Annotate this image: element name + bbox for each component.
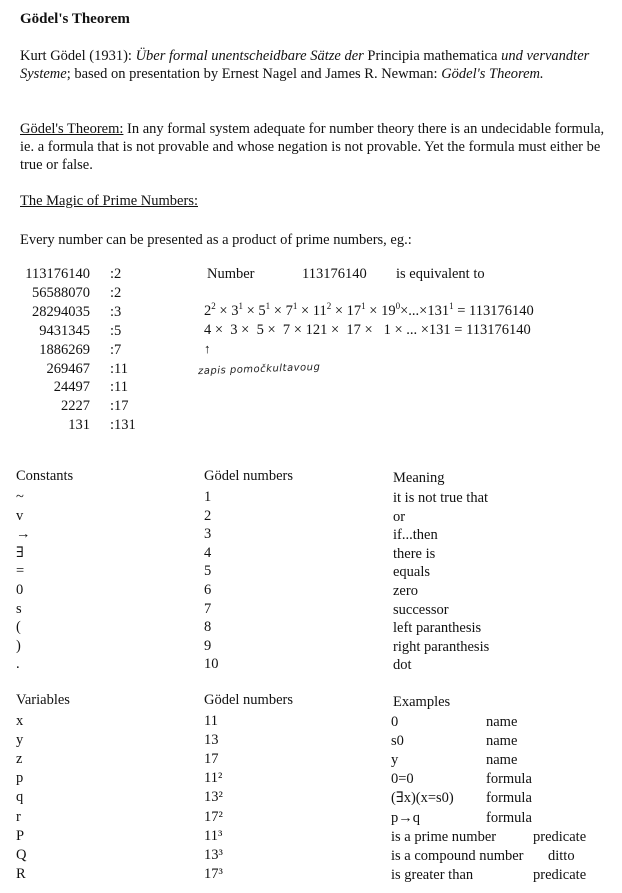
intro-author: Kurt Gödel (1931): [20, 48, 136, 64]
constant-goedel-number: 9 [204, 637, 212, 654]
variable-kind: name [486, 733, 518, 750]
variable-example: is a compound number [391, 847, 524, 864]
constant-meaning: there is [393, 545, 436, 562]
factor-number: 9431345 [39, 322, 90, 339]
power-exponent: 0 [395, 301, 401, 311]
constant-symbol: ∃ [16, 544, 24, 561]
variable-goedel-number: 17² [204, 808, 223, 825]
factor-number: 1886269 [39, 341, 90, 358]
constant-symbol: . [16, 656, 20, 673]
variable-kind: name [486, 714, 518, 730]
variable-symbol: Q [16, 846, 27, 863]
power-result: = 113176140 [453, 303, 534, 319]
variables-goedel-header: Gödel numbers [204, 692, 293, 708]
power-exponent: 1 [292, 301, 298, 311]
variable-example: is a prime number [391, 828, 497, 845]
equivalent-label: is equivalent to [396, 266, 485, 282]
variable-symbol: x [16, 713, 24, 729]
power-exponent: 2 [326, 301, 332, 311]
constant-meaning: right paranthesis [393, 638, 490, 655]
constant-goedel-number: 3 [204, 526, 212, 543]
variable-symbol: z [16, 751, 23, 768]
constant-meaning: if...then [393, 527, 438, 544]
factor-number: 2227 [61, 398, 90, 415]
variable-symbol: R [16, 865, 26, 882]
constant-goedel-number: 7 [204, 600, 212, 617]
power-ellipsis: ×...× [400, 303, 428, 319]
power-base: 7 [285, 303, 293, 319]
variable-example: p→q [391, 809, 420, 826]
factor-number: 24497 [53, 379, 90, 396]
constant-meaning: zero [393, 583, 418, 599]
constant-meaning: or [393, 508, 406, 525]
number-label: Number [207, 266, 255, 282]
variable-goedel-number: 11 [204, 713, 218, 729]
power-base: 5 [258, 303, 266, 319]
constant-goedel-number: 6 [204, 582, 212, 598]
factor-number: 113176140 [25, 266, 90, 282]
variable-symbol: y [16, 732, 24, 749]
constants-header: Constants [16, 468, 74, 484]
intro-book: Gödel's Theorem. [441, 66, 544, 82]
variable-goedel-number: 13 [204, 732, 219, 749]
handwritten-note: zapis pomočkultavoug [197, 361, 321, 378]
power-base: 131 [427, 303, 450, 319]
number-value: 113176140 [302, 266, 367, 282]
constants-goedel-header: Gödel numbers [204, 468, 293, 484]
power-exponent: 1 [449, 301, 454, 311]
power-base: 2 [204, 303, 212, 319]
power-exponent: 1 [361, 301, 366, 311]
variable-goedel-number: 13³ [204, 846, 223, 863]
prime-power-expression: $2^2 \times 3^1 \times 5^1 \times 7^1 \times 11^2 \times 17^1 \times 19^0\times...\times 131^1 = 113176140$ [204, 301, 534, 319]
constant-goedel-number: 2 [204, 507, 212, 524]
variable-example: 0=0 [391, 771, 414, 788]
variable-example: (∃x)(x=s0) [391, 790, 454, 807]
factor-number: 269467 [46, 360, 90, 377]
intro-paragraph [20, 47, 612, 83]
factor-divisor: :3 [110, 303, 122, 320]
constant-meaning: successor [393, 601, 449, 618]
variable-kind: ditto [548, 847, 575, 864]
variable-kind: predicate [533, 828, 587, 845]
variable-kind: predicate [533, 866, 587, 883]
variable-symbol: P [16, 827, 25, 844]
constant-symbol: 0 [16, 582, 24, 598]
intro-title-part1: Über formal unentscheidbare Sätze der [135, 48, 364, 64]
variable-symbol: q [16, 789, 24, 806]
variable-kind: formula [486, 771, 532, 788]
intro-title-part3: und vervandter Systeme [20, 48, 590, 82]
power-exponent: 1 [238, 301, 243, 311]
theorem-text: In any formal system adequate for number theory there is an undecidable formula, ie. a formula that is not provable and whose negation is not provable. Yet the formula must either be true or false. [20, 121, 605, 173]
constant-symbol: ) [16, 637, 21, 654]
factor-divisor: :11 [110, 360, 128, 377]
variable-goedel-number: 17³ [204, 865, 223, 882]
factor-number: 56588070 [32, 284, 90, 301]
power-base: 3 [231, 303, 239, 319]
constants-meaning-header: Meaning [393, 470, 445, 486]
constant-symbol: = [16, 563, 25, 580]
constant-meaning: dot [393, 657, 412, 674]
variable-example: 0 [391, 714, 399, 730]
constant-meaning: it is not true that [393, 490, 489, 506]
variable-goedel-number: 11² [204, 770, 223, 787]
constant-goedel-number: 10 [204, 656, 219, 673]
variable-goedel-number: 17 [204, 751, 219, 768]
variables-examples-header: Examples [393, 694, 451, 710]
power-base: 19 [381, 303, 396, 319]
constant-meaning: left paranthesis [393, 620, 482, 637]
factor-divisor: :131 [110, 417, 136, 434]
every-number-text: Every number can be presented as a product of prime numbers, eg.: [20, 232, 412, 248]
constant-goedel-number: 5 [204, 563, 212, 580]
constant-goedel-number: 8 [204, 619, 212, 636]
factor-divisor: :7 [110, 341, 122, 358]
variable-symbol: r [16, 808, 21, 825]
variable-kind: formula [486, 790, 532, 807]
theorem-paragraph [20, 120, 612, 174]
constant-goedel-number: 4 [204, 544, 212, 561]
variable-kind: name [486, 752, 518, 769]
constant-symbol: → [16, 526, 31, 543]
factor-divisor: :5 [110, 322, 122, 339]
constant-symbol: ( [16, 619, 21, 636]
variable-example: y [391, 752, 399, 769]
theorem-label: Gödel's Theorem: [20, 121, 124, 137]
variable-kind: formula [486, 809, 532, 826]
constant-symbol: v [16, 507, 24, 524]
power-base: 11 [312, 303, 327, 319]
power-base: 17 [346, 303, 362, 319]
variable-example: s0 [391, 733, 404, 750]
factor-number: 28294035 [32, 303, 90, 320]
constant-symbol: ~ [16, 489, 24, 505]
constant-symbol: s [16, 600, 22, 617]
factor-divisor: :11 [110, 379, 128, 396]
variable-symbol: p [16, 770, 24, 787]
factor-number: 131 [68, 417, 90, 434]
power-exponent: 1 [265, 301, 271, 311]
intro-source: ; based on presentation by Ernest Nagel and James R. Newman: [66, 66, 442, 82]
arrow-up-icon: ↑ [204, 341, 211, 356]
expanded-expression: 4 × 3 × 5 × 7 × 121 × 17 × 1 × ... ×131 = 113176140 [204, 322, 531, 338]
variable-goedel-number: 11³ [204, 827, 223, 844]
variable-example: is greater than [391, 866, 474, 883]
factor-divisor: :2 [110, 266, 122, 282]
factor-divisor: :17 [110, 398, 129, 415]
power-exponent: 2 [211, 301, 216, 311]
variable-goedel-number: 13² [204, 789, 223, 806]
page-title: Gödel's Theorem [20, 11, 130, 27]
constant-meaning: equals [393, 564, 431, 581]
magic-heading: The Magic of Prime Numbers: [20, 193, 198, 209]
variables-header: Variables [16, 692, 70, 708]
factor-divisor: :2 [110, 284, 122, 301]
constant-goedel-number: 1 [204, 489, 212, 505]
intro-title-part2: Principia mathematica [363, 48, 502, 64]
